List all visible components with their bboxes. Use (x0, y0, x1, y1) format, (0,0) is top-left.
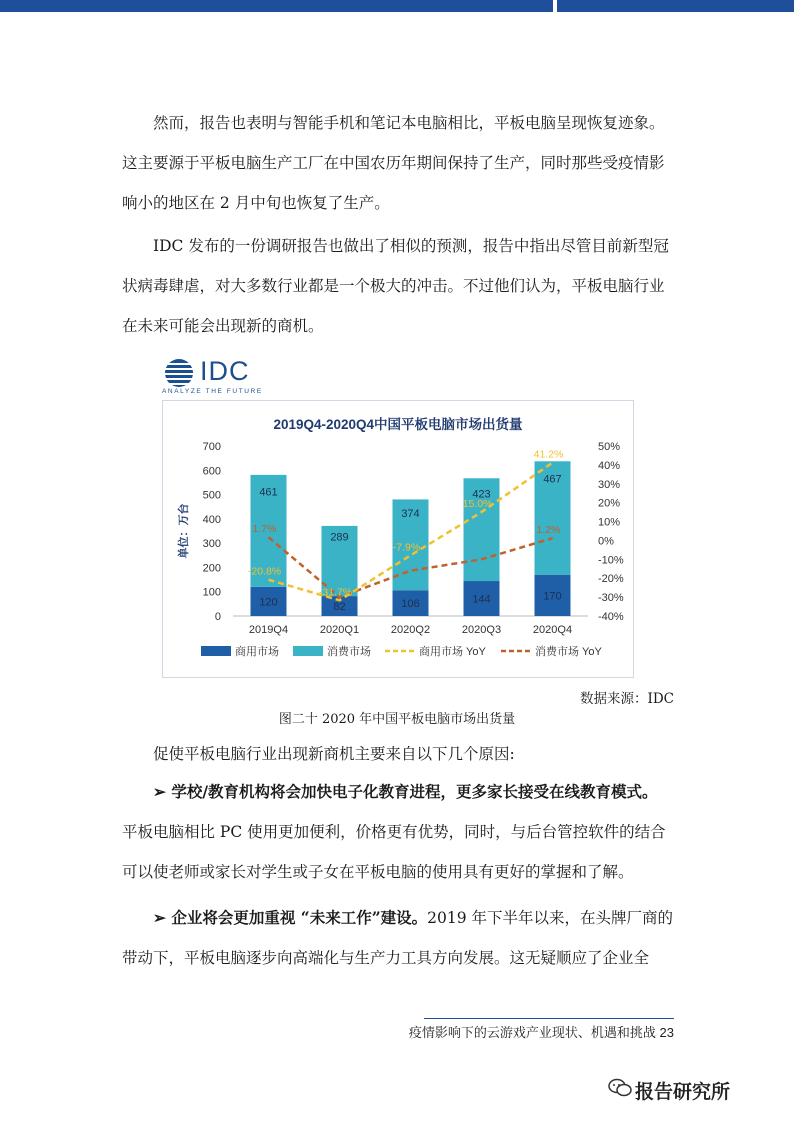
data-label-commercial: 120 (259, 596, 278, 609)
data-label-consumer: 467 (543, 473, 562, 486)
data-label-commercial: 170 (543, 590, 562, 603)
commercial-yoy-label: 41.2% (533, 448, 564, 461)
footer-divider (424, 1018, 674, 1019)
y-tick-label: 500 (202, 489, 221, 502)
data-label-consumer: 461 (259, 486, 278, 499)
idc-logo-text: IDC (200, 356, 250, 386)
legend-swatch (201, 646, 231, 656)
legend-label: 商用市场 (235, 646, 279, 658)
x-tick-label: 2020Q3 (461, 624, 502, 636)
bullet-1-head: ➢ 学校/教育机构将会加快电子化教育进程，更多家长接受在线教育模式。 (153, 782, 658, 801)
bullet-1-body: 平板电脑相比 PC 使用更加便利，价格更有优势，同时，与后台管控软件的结合可以使老师或家长对学生或子女在平板电脑的使用具有更好的掌握和了解。 (122, 823, 666, 881)
data-label-consumer: 289 (330, 531, 349, 544)
y2-tick-label: 0% (598, 535, 614, 548)
data-label-commercial: 106 (401, 598, 420, 611)
chart-svg (163, 401, 633, 677)
figure-caption: 图二十 2020 年中国平板电脑市场出货量 (278, 712, 516, 727)
y-tick-label: 700 (202, 441, 221, 453)
y-tick-label: 300 (202, 538, 221, 551)
x-tick-label: 2020Q4 (532, 624, 573, 636)
y-tick-label: 0 (214, 611, 221, 623)
data-label-commercial: 82 (333, 601, 346, 614)
y-tick-label: 600 (202, 465, 221, 478)
y2-tick-label: -20% (598, 573, 624, 586)
globe-icon (162, 358, 196, 388)
watermark-text: 报告研究所 (635, 1082, 731, 1103)
bullet-2-body: 2019 年下半年以来，在头牌厂商的带动下，平板电脑逐步向高端化与生产力工具方向发展。这无疑顺应了企业全 (122, 909, 673, 967)
x-tick-label: 2020Q2 (390, 624, 431, 636)
data-label-commercial: 144 (472, 593, 491, 606)
chat-bubble-icon (608, 1078, 632, 1098)
y2-tick-label: -40% (598, 611, 624, 623)
legend-label: 消费市场 (327, 646, 371, 658)
y2-tick-label: -30% (598, 592, 624, 605)
page-footer: 疫情影响下的云游戏产业现状、机遇和挑战 23 (408, 1025, 674, 1040)
idc-logo (162, 358, 282, 398)
x-tick-label: 2020Q1 (319, 624, 360, 636)
bullet-2 (122, 898, 674, 978)
y2-tick-label: -10% (598, 554, 624, 567)
chart-title: 2019Q4-2020Q4中国平板电脑市场出货量 (273, 417, 523, 432)
chart-frame (162, 400, 634, 678)
paragraph-2: IDC 发布的一份调研报告也做出了相似的预测，报告中指出尽管目前新型冠状病毒肆虐，对大多数行业都是一个极大的冲击。不过他们认为，平板电脑行业在未来可能会出现新的商机。 (122, 237, 669, 335)
consumer-yoy-label: 1.2% (536, 524, 561, 537)
x-tick-label: 2019Q4 (248, 624, 289, 636)
y2-tick-label: 40% (598, 459, 621, 472)
header-bar-right (557, 0, 794, 12)
y-tick-label: 200 (202, 562, 221, 575)
y2-tick-label: 10% (598, 516, 621, 529)
paragraph-3: 促使平板电脑行业出现新商机主要来自以下几个原因: (153, 745, 515, 763)
header-bar-left (0, 0, 553, 12)
consumer-yoy-label: 1.7% (252, 523, 277, 536)
idc-tagline: ANALYZE THE FUTURE (162, 388, 263, 395)
legend-swatch (293, 646, 323, 656)
y-tick-label: 400 (202, 513, 221, 526)
commercial-yoy-label: 15.0% (462, 498, 493, 511)
figure-source: 数据来源：IDC (580, 691, 674, 707)
commercial-yoy-label: -7.9% (392, 541, 421, 554)
y2-tick-label: 20% (598, 497, 621, 510)
commercial-yoy-label: -20.8% (247, 565, 282, 578)
data-label-consumer: 374 (401, 508, 420, 521)
y2-tick-label: 50% (598, 441, 621, 453)
y-tick-label: 100 (202, 586, 221, 599)
figure-chart (162, 358, 634, 680)
bullet-1 (122, 772, 674, 892)
y2-tick-label: 30% (598, 478, 621, 491)
legend-label: 商用市场 YoY (419, 646, 486, 658)
paragraph-1: 然而，报告也表明与智能手机和笔记本电脑相比，平板电脑呈现恢复迹象。这主要源于平板电脑生产工厂在中国农历年期间保持了生产，同时那些受疫情影响小的地区在 2 月中旬也恢复了生产。 (122, 114, 665, 212)
commercial-yoy-label: -31.7% (318, 586, 353, 599)
legend-label: 消费市场 YoY (535, 646, 602, 658)
y-axis-label: 单位：万台 (178, 503, 190, 559)
bullet-2-head: ➢ 企业将会更加重视 “未来工作”建设。 (153, 908, 428, 927)
data-label-consumer: 423 (472, 488, 491, 501)
